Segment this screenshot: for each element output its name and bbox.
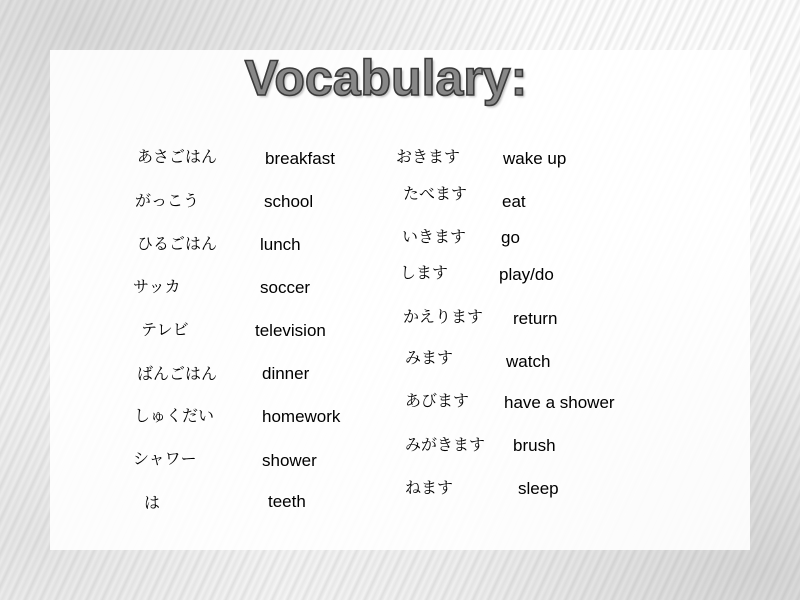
right-english-return: return: [513, 309, 558, 328]
right-english-sleep: sleep: [518, 479, 559, 498]
left-english-homework: homework: [262, 407, 341, 426]
right-english-wake-up: wake up: [503, 149, 567, 168]
right-japanese-eat: たべます: [403, 184, 468, 203]
left-japanese-television: テレビ: [141, 320, 189, 339]
right-english-have-a-shower: have a shower: [504, 393, 615, 412]
left-japanese-soccer: サッカ: [133, 277, 181, 296]
left-japanese-homework: しゅくだい: [134, 406, 215, 425]
left-japanese-school: がっこう: [135, 191, 200, 210]
right-japanese-wake-up: おきます: [396, 147, 461, 166]
right-english-watch: watch: [506, 352, 551, 371]
left-english-dinner: dinner: [262, 364, 310, 383]
slide-title: Vocabulary:: [244, 50, 528, 106]
right-english-go: go: [501, 228, 520, 247]
slide-content-panel: [50, 50, 750, 550]
left-english-television: television: [255, 321, 326, 340]
left-english-lunch: lunch: [260, 235, 301, 254]
left-english-breakfast: breakfast: [265, 149, 335, 168]
left-japanese-dinner: ばんごはん: [137, 364, 218, 383]
right-japanese-sleep: ねます: [405, 478, 454, 497]
left-japanese-lunch: ひるごはん: [137, 234, 218, 253]
left-japanese-teeth: は: [144, 493, 161, 512]
right-japanese-return: かえります: [403, 307, 484, 326]
right-english-brush: brush: [513, 436, 556, 455]
right-japanese-go: いきます: [402, 227, 467, 246]
left-japanese-shower: シャワー: [133, 449, 197, 468]
left-english-school: school: [264, 192, 314, 211]
left-english-soccer: soccer: [260, 278, 311, 297]
right-english-play-do: play/do: [499, 265, 554, 284]
right-japanese-have-a-shower: あびます: [405, 391, 470, 410]
left-english-shower: shower: [262, 451, 317, 470]
right-english-eat: eat: [502, 192, 526, 211]
right-japanese-play-do: します: [400, 263, 449, 282]
left-japanese-breakfast: あさごはん: [137, 147, 218, 166]
right-japanese-watch: みます: [405, 348, 454, 367]
left-english-teeth: teeth: [268, 492, 306, 511]
right-japanese-brush: みがきます: [405, 435, 486, 454]
